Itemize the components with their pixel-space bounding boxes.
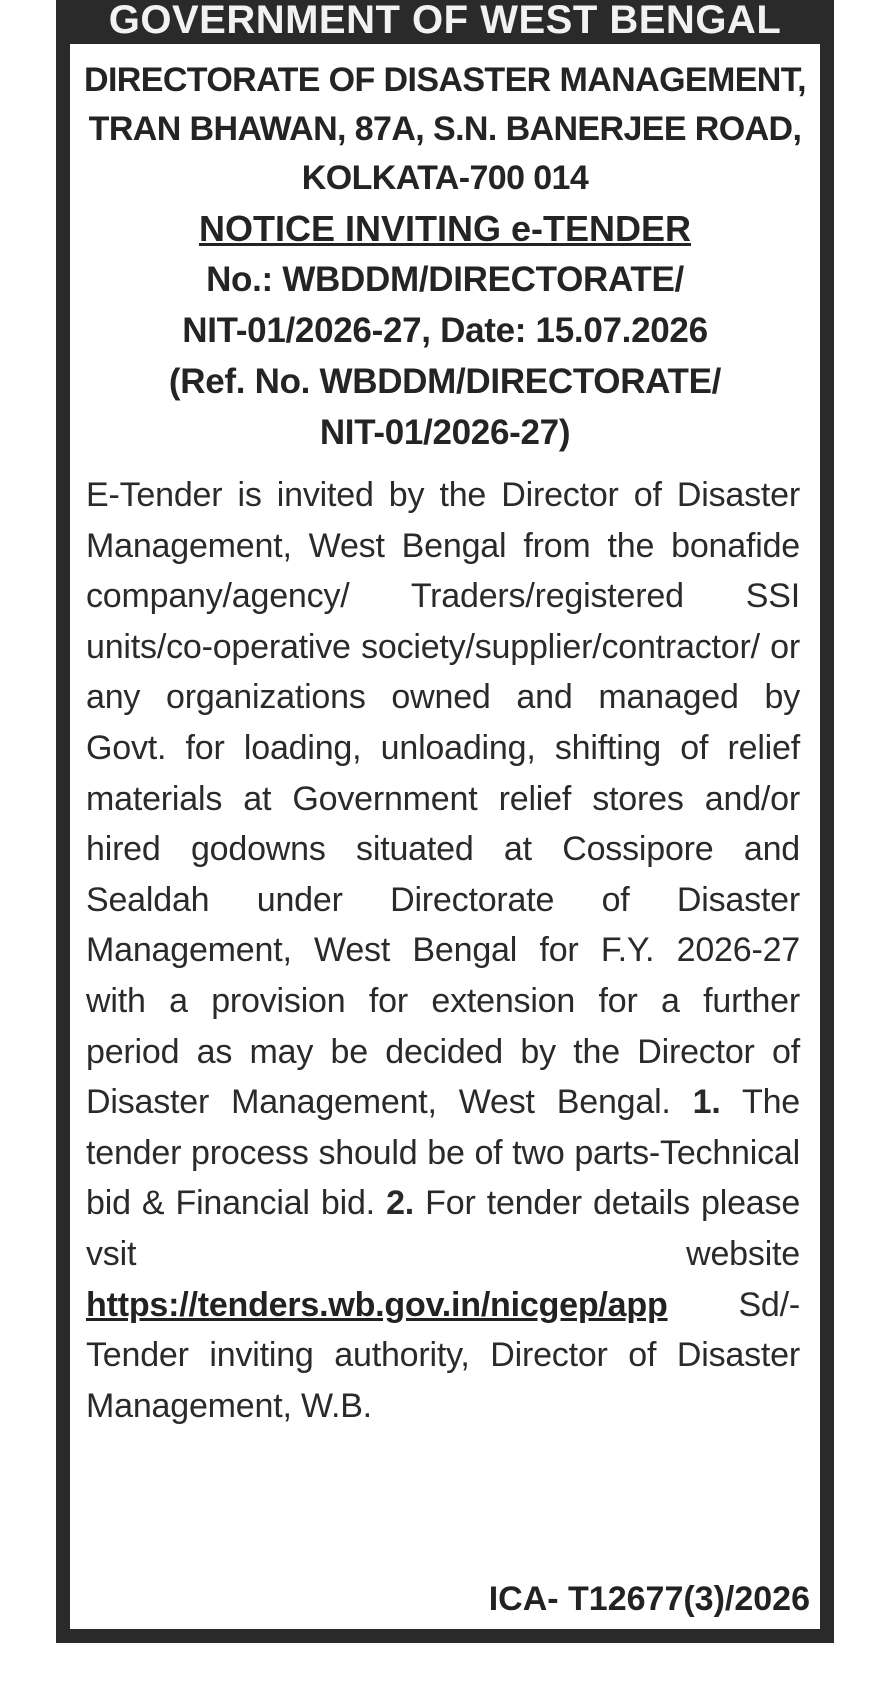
ica-code: ICA- T12677(3)/2026: [488, 1580, 810, 1618]
notice-body-panel: [70, 44, 820, 1629]
point-1-text: The tender process should be of two parts-Technical bid & Financial bid.: [86, 1083, 801, 1223]
notice-heading-block: [70, 56, 820, 458]
notice-title: NOTICE INVITING e-TENDER: [198, 208, 692, 249]
government-header: GOVERNMENT OF WEST BENGAL: [108, 0, 782, 42]
office-city: KOLKATA-700 014: [301, 159, 589, 197]
notice-number-line2: NIT-01/2026-27, Date: 15.07.2026: [182, 311, 708, 350]
signature-text: Sd/- Tender inviting authority, Director of Disaster Management, W.B.: [86, 1285, 800, 1425]
reference-line1: (Ref. No. WBDDM/DIRECTORATE/: [168, 362, 722, 401]
tender-notice: [56, 0, 834, 1643]
notice-number-line1: No.: WBDDM/DIRECTORATE/: [206, 260, 684, 299]
notice-body-text: [86, 470, 800, 1431]
point-2-number: 2.: [386, 1184, 415, 1223]
point-1-number: 1.: [692, 1083, 721, 1122]
office-name: DIRECTORATE OF DISASTER MANAGEMENT,: [84, 61, 806, 99]
reference-line2: NIT-01/2026-27): [319, 413, 571, 452]
body-main-text: E-Tender is invited by the Director of Disaster Management, West Bengal from the bonafide company/agency/ Traders/registered SSI units/co-operative society/supplier/contractor/ or any organizations owned and managed by Govt. for loading, unloading, shifting of relief materials at Government relief stores and/or hired godowns situated at Cossipore and Sealdah under Directorate of Disaster Management, West Bengal for F.Y. 2026-27 with a provision for extension for a further period as may be decided by the Director of Disaster Management, West Bengal.: [86, 476, 800, 1122]
office-address: TRAN BHAWAN, 87A, S.N. BANERJEE ROAD,: [88, 110, 802, 148]
point-2-text: For tender details please vsit website: [86, 1184, 801, 1273]
tender-website-link[interactable]: https://tenders.wb.gov.in/nicgep/app: [86, 1285, 668, 1324]
